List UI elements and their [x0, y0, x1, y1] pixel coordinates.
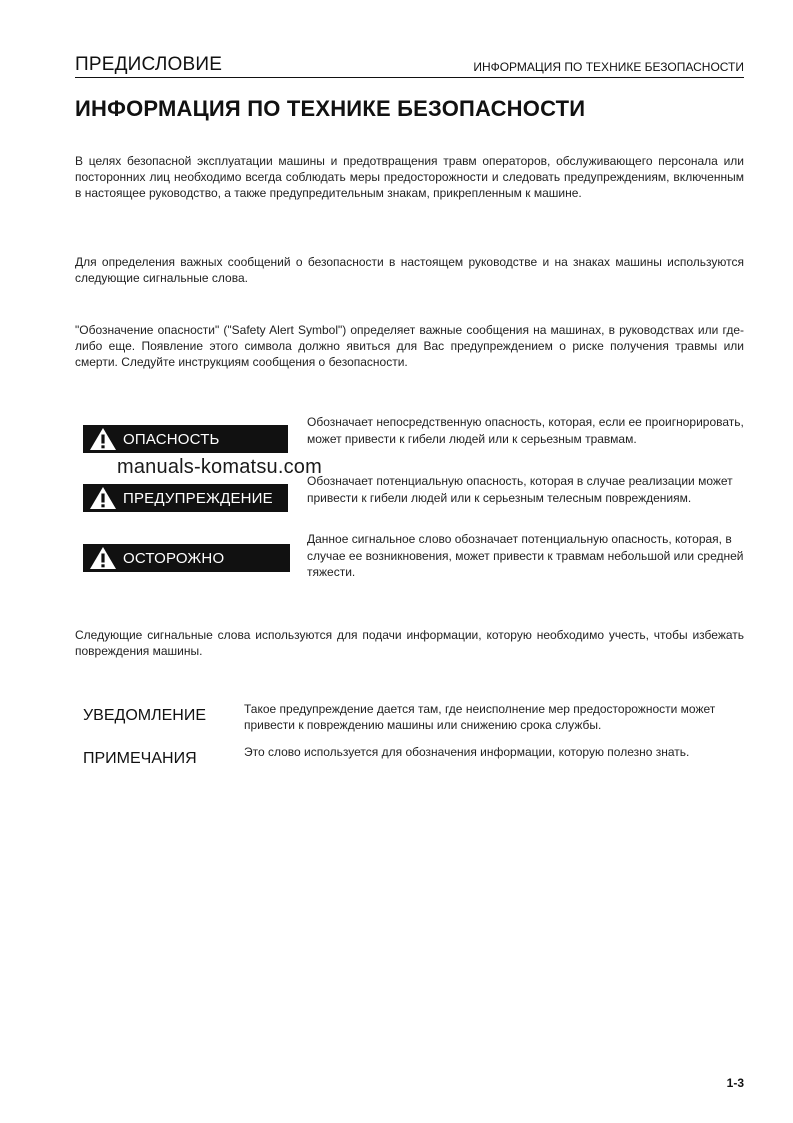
notes-description: Это слово используется для обозначения информации, которую полезно знать.	[244, 745, 690, 759]
notes-word: ПРИМЕЧАНИЯ	[83, 750, 197, 767]
page-title: ИНФОРМАЦИЯ ПО ТЕХНИКЕ БЕЗОПАСНОСТИ	[75, 96, 586, 121]
signal-words-paragraph: Для определения важных сообщений о безопасности в настоящем руководстве и на знаках машины используются следующие сигнальные слова.	[75, 255, 744, 285]
notice-description: Такое предупреждение дается там, где неисполнение мер предосторожности может привести к повреждению машины или снижению срока службы.	[244, 702, 716, 732]
signal-label-caution	[83, 544, 290, 572]
warning-triangle-icon	[89, 546, 117, 570]
machine-damage-paragraph: Следующие сигнальные слова используются для подачи информации, которую необходимо учесть, чтобы избежать повреждения машины.	[75, 628, 744, 658]
signal-word: ОПАСНОСТЬ	[123, 430, 220, 448]
page-number: 1-3	[726, 1076, 744, 1090]
header-topic: ИНФОРМАЦИЯ ПО ТЕХНИКЕ БЕЗОПАСНОСТИ	[473, 60, 744, 74]
notice-word: УВЕДОМЛЕНИЕ	[83, 707, 207, 724]
signal-word: ПРЕДУПРЕЖДЕНИЕ	[123, 489, 273, 507]
signal-label-warning	[83, 484, 288, 512]
header-section-title: ПРЕДИСЛОВИЕ	[75, 54, 223, 75]
intro-paragraph: В целях безопасной эксплуатации машины и предотвращения травм операторов, обслуживающего персонала или посторонних лиц необходимо всегда соблюдать меры предосторожности и следовать предупреждениям, включенным в настоящее руководство, а также предупредительным знакам, прикрепленным к машине.	[75, 154, 744, 200]
header-rule	[75, 77, 744, 78]
signal-description-caution: Данное сигнальное слово обозначает потенциальную опасность, которая, в случае ее возникновения, может привести к травмам небольшой или средней тяжести.	[307, 532, 744, 579]
warning-triangle-icon	[89, 427, 117, 451]
signal-word: ОСТОРОЖНО	[123, 549, 225, 567]
signal-description-warning: Обозначает потенциальную опасность, которая в случае реализации может привести к гибели людей или к серьезным телесным повреждениям.	[307, 474, 733, 505]
safety-alert-paragraph: "Обозначение опасности" ("Safety Alert Symbol") определяет важные сообщения на машинах, в руководствах или где-либо еще. Появление этого символа должно явиться для Вас предупреждением о риске получения травмы или смерти. Следуйте инструкциям сообщения о безопасности.	[75, 323, 744, 369]
warning-triangle-icon	[89, 486, 117, 510]
signal-label-danger	[83, 425, 288, 453]
signal-description-danger: Обозначает непосредственную опасность, которая, если ее проигнорировать, может привести к гибели людей или к серьезным травмам.	[307, 415, 744, 446]
watermark: manuals-komatsu.com	[117, 456, 322, 478]
